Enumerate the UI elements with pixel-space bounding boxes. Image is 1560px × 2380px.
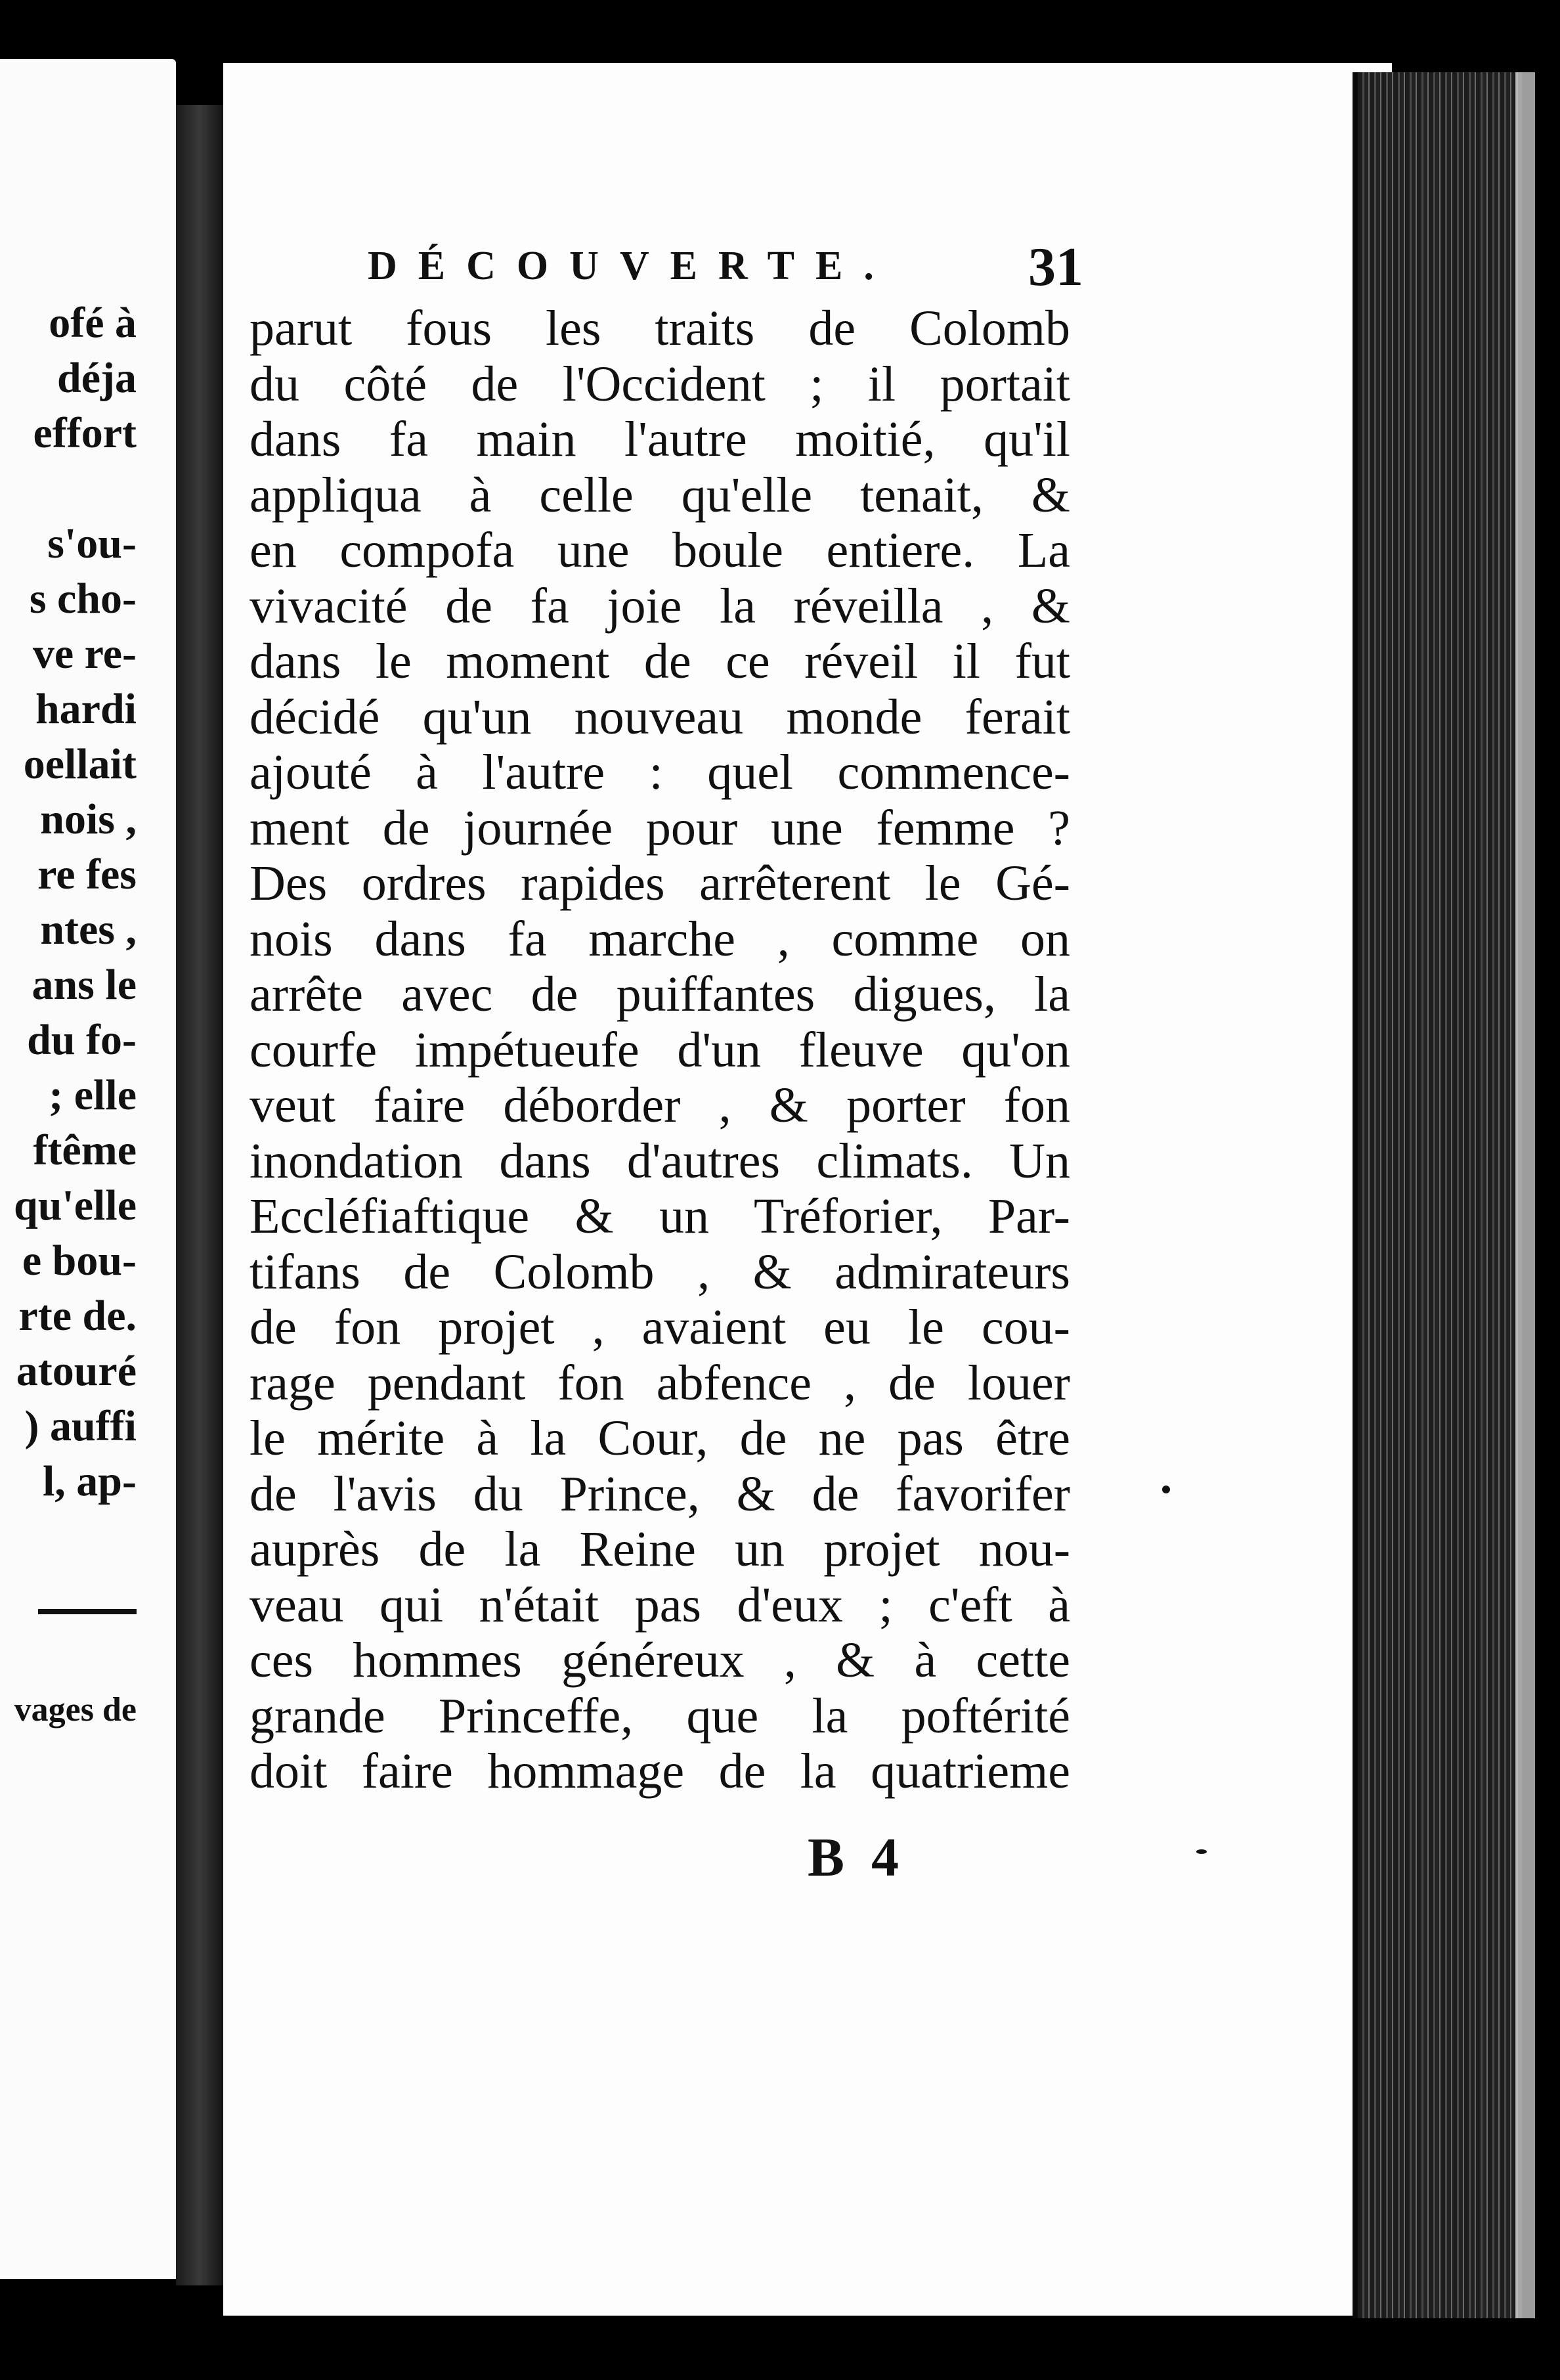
- left-fragment: l, ap-: [42, 1457, 137, 1505]
- text-line: dans le moment de ce réveil il fut: [249, 634, 1070, 689]
- page-number: 31: [1028, 236, 1083, 298]
- left-fragment: e bou-: [22, 1237, 137, 1285]
- left-footer: vages de: [14, 1691, 137, 1729]
- text-line: du côté de l'Occident ; il portait: [249, 356, 1070, 412]
- text-line: auprès de la Reine un projet nou-: [249, 1522, 1070, 1577]
- left-fragment: effort: [33, 409, 137, 457]
- ink-speck: [1196, 1849, 1207, 1854]
- left-fragment: re fes: [37, 850, 137, 898]
- text-line: grande Princeffe, que la poftérité: [249, 1688, 1070, 1744]
- text-line: ment de journée pour une femme ?: [249, 800, 1070, 856]
- text-line: ajouté à l'autre : quel commence-: [249, 745, 1070, 800]
- left-fragment: qu'elle: [13, 1181, 137, 1229]
- left-fragment: du fo-: [27, 1016, 137, 1064]
- text-line: décidé qu'un nouveau monde ferait: [249, 689, 1070, 745]
- text-line: le mérite à la Cour, de ne pas être: [249, 1411, 1070, 1466]
- signature-mark: B 4: [808, 1827, 906, 1888]
- footnote-rule: [38, 1609, 137, 1614]
- left-page: [0, 59, 176, 2279]
- left-fragment: s cho-: [29, 575, 137, 623]
- text-line: appliqua à celle qu'elle tenait, &: [249, 467, 1070, 523]
- text-line: parut fous les traits de Colomb: [249, 301, 1070, 356]
- text-line: nois dans fa marche , comme on: [249, 911, 1070, 967]
- book-gutter: [176, 105, 223, 2285]
- left-fragment: rte de.: [18, 1292, 137, 1340]
- text-line: tifans de Colomb , & admirateurs: [249, 1244, 1070, 1300]
- text-line: dans fa main l'autre moitié, qu'il: [249, 412, 1070, 467]
- text-line: courfe impétueufe d'un fleuve qu'on: [249, 1022, 1070, 1078]
- left-fragment: s'ou-: [47, 519, 137, 567]
- left-fragment: déja: [57, 354, 137, 402]
- text-line: vivacité de fa joie la réveilla , &: [249, 578, 1070, 634]
- page-edges: [1353, 72, 1522, 2318]
- left-fragment: ) auffi: [24, 1402, 137, 1450]
- left-fragment: ntes ,: [40, 906, 137, 954]
- left-fragment: ve re-: [32, 630, 137, 678]
- text-line: de fon projet , avaient eu le cou-: [249, 1300, 1070, 1355]
- ink-speck: [1162, 1486, 1170, 1493]
- text-line: en compofa une boule entiere. La: [249, 523, 1070, 578]
- left-fragment: ftême: [33, 1126, 137, 1174]
- left-fragment: hardi: [35, 685, 137, 733]
- body-text: [249, 301, 1070, 1799]
- text-line: arrête avec de puiffantes digues, la: [249, 967, 1070, 1022]
- text-line: de l'avis du Prince, & de favorifer: [249, 1466, 1070, 1522]
- text-line: ces hommes généreux , & à cette: [249, 1633, 1070, 1688]
- text-line: Des ordres rapides arrêterent le Gé-: [249, 856, 1070, 911]
- text-line: inondation dans d'autres climats. Un: [249, 1133, 1070, 1189]
- running-head-title: DÉCOUVERTE.: [368, 244, 895, 288]
- text-line: veut faire déborder , & porter fon: [249, 1078, 1070, 1133]
- left-fragment: oellait: [23, 740, 137, 788]
- text-line: Eccléfiaftique & un Tréforier, Par-: [249, 1189, 1070, 1244]
- left-fragment: ans le: [32, 961, 137, 1009]
- text-line: doit faire hommage de la quatrieme: [249, 1744, 1070, 1799]
- left-fragment: ; elle: [49, 1071, 137, 1119]
- text-line: veau qui n'était pas d'eux ; c'eft à: [249, 1577, 1070, 1633]
- left-fragment: nois ,: [40, 795, 137, 843]
- left-fragment: atouré: [16, 1347, 137, 1395]
- text-line: rage pendant fon abfence , de louer: [249, 1355, 1070, 1411]
- left-fragment: ofé à: [49, 299, 137, 347]
